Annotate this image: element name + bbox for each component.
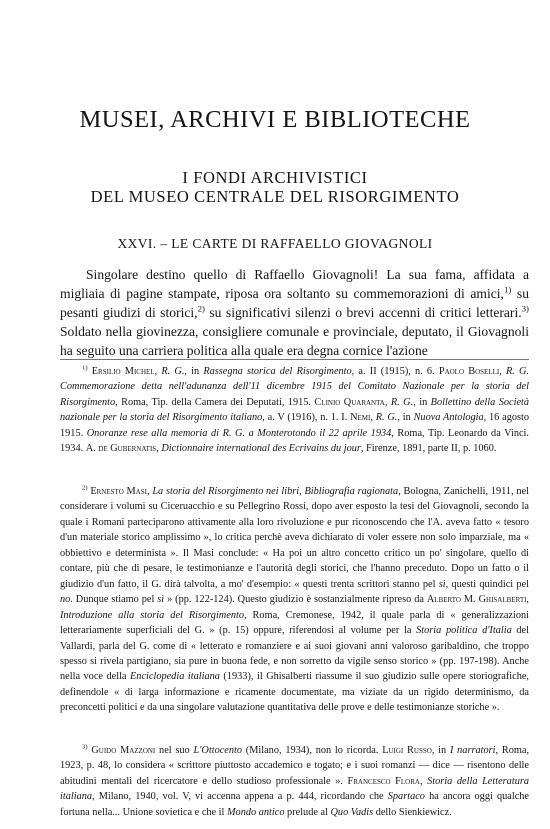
article-heading-line-2: DEL MUSEO CENTRALE DEL RISORGIMENTO xyxy=(90,187,460,206)
footnote-2-text: (1933), il Ghisalberti riassume il suo giudizio sulle opere storiografiche, definendole « di larga informazione e ricamente documentate, ma viziate da un rigido determinismo, da preconcetti politici e da una singolare valutazione quantitativa delle prove e delle testimonianze storiche ». xyxy=(60,671,530,714)
footnote-2-title: Introduzione alla storia del Risorgimento xyxy=(60,609,244,621)
footnote-2-text: , Bologna, Zanichelli, 1911, nel considerare i volumi su Ciceruacchio e su Pellegrino Rossi, dopo aver esposto la tesi del Giovagnoli, secondo la quale i Romani parteciparono attivamente alla loro rivoluzione e pur riconoscendo che l'A. aveva fatto « tesoro d'un materiale storico amplissimo », lo critica perchè aveva dichiarato di voler essere non solo imparziale, ma « obbiettivo e deterministа ». Il Masi concludе: « Ha poi un altro concetto critico un po' singolare, quello di contare, più che di pesare, le testimonianze e l'autorità degli storici, che l'hanno preceduto. Dopo un fatto o il giudizio d'un fatto, il G. dirà talvolta, a mo' d'esempio: « questi trenta scrittori stanno pel xyxy=(60,486,530,590)
footnote-1-text: , in xyxy=(184,366,204,377)
footnote-2-author-1: Ernesto Masi xyxy=(90,486,147,497)
footnote-1-title: Nuova Antologia xyxy=(413,412,484,424)
footnote-2-text: , Roma, Cremonese, 1942, il quale parla di « generalizzazioni letterariamente superficiali del G. » (p. 15) oppure, riferendosi al volume per la xyxy=(60,609,529,637)
body-text-4: Soldato nella giovinezza, consigliere comunale e provinciale, deputato, il Giovagnoli ha seguito una carriera politica alla quale era degna cornice l'azione xyxy=(60,324,529,358)
footnote-1-title: Rassegna storica del Risorgimento xyxy=(203,366,352,377)
footnote-2-title: Enciclopedia italiana xyxy=(130,671,220,683)
footnote-2-text: , questi quindici pel xyxy=(445,578,530,590)
body-text-3: su significativi silenzi o brevi accenni di critici letterari. xyxy=(204,305,522,320)
footnote-1-author-5: A. de Gubernatis xyxy=(85,443,157,455)
footnote-1-text: , Roma, Tip. della Camera dei Deputati, 1915. xyxy=(115,396,315,408)
footnote-1-text: , a. V (1916), n. 1. xyxy=(262,412,342,424)
footnote-3 xyxy=(60,743,529,820)
footnote-2-title: La storia del Risorgimento nei libri, Bibliografia ragionata xyxy=(152,486,399,497)
footnote-1-text: , 16 agosto 1915. xyxy=(60,412,530,439)
footnote-2-text: , xyxy=(146,486,153,497)
footnote-1-text: , xyxy=(156,443,162,455)
footnote-1-title: Dictionnaire international des Ecrivains du jour xyxy=(161,443,361,455)
footnote-1-title: R. G. xyxy=(390,396,414,408)
footnote-2-emphasis: sì xyxy=(438,578,446,590)
footnote-2-emphasis: sì xyxy=(157,594,165,606)
footnote-1-text: , a. II (1915), n. 6. xyxy=(351,366,439,377)
footnote-3-text: nel suo xyxy=(155,745,194,756)
footnote-1-author-3: Clinio Quaranta xyxy=(314,396,385,408)
footnote-3-title: Quo Vadis xyxy=(330,806,374,818)
footnote-3-text: (Milano, 1934), non lo ricorda. xyxy=(242,745,383,756)
footnote-2-text: del Vallardi, parla del G. come di « letterato e romanziere e ai suoi giovani anni valoroso garibaldino, che troppo spesso si rivela partigiano, sia pure in buona fede, e non sorretto da vigile senso storico » (pp. 197-198). Anche nella voce della xyxy=(60,625,529,683)
footnote-separator xyxy=(60,359,529,360)
footnote-1-title: R. G. xyxy=(375,412,398,424)
footnote-3-title: Mondo antico xyxy=(226,806,285,818)
footnote-3-text: dello Sienkiewicz. xyxy=(373,806,452,818)
body-paragraph-text xyxy=(60,265,529,360)
footnote-2-text: , xyxy=(526,594,529,606)
footnote-1-author-2: Paolo Boselli xyxy=(438,366,500,377)
footnote-1-author-1: Ersilio Michel xyxy=(91,366,155,377)
footnote-1-text: , Firenze, 1891, parte II, p. 1060. xyxy=(360,443,497,455)
footnote-3-title: Spartaco xyxy=(387,791,425,803)
footnote-3-author-1: Guido Mazzoni xyxy=(91,745,156,756)
footnote-ref-1: 1) xyxy=(503,284,512,295)
article-subheading: XXVI. – LE CARTE DI RAFFAELLO GIOVAGNOLI xyxy=(117,236,433,251)
body-text-2: su pesanti giudizi di storici, xyxy=(60,286,529,320)
footnote-1-text: , in xyxy=(397,412,414,424)
footnote-1-mark: 1) xyxy=(82,364,88,372)
footnote-2-text: . Dunque stiamo pel xyxy=(70,594,158,606)
footnote-1-text: , xyxy=(154,366,162,377)
footnote-1-title: R. G. Commemorazione detta nell'adunanza dell'11 dicembre 1915 del Comitato Nazionale per la storia del Risorgimento xyxy=(60,366,530,408)
footnote-1-title: R. G. xyxy=(161,366,185,377)
footnote-2-text: » (pp. 122-124). Questo giudizio è sostanzialmente ripreso da xyxy=(164,594,427,606)
footnote-1-title: Onoranze rese alla memoria di R. G. a Monterotondo il 22 aprile 1934 xyxy=(86,427,392,439)
footnote-3-author-3: Francesco Flora xyxy=(347,775,420,787)
footnote-3-text: ha ancora oggi qualche fortuna nella... Unione sovietica e che il xyxy=(60,791,529,818)
footnote-3-text: , xyxy=(419,775,428,787)
footnote-1-text: , Roma, Tip. Leonardo da Vinci. 1934. xyxy=(60,427,529,455)
footnote-ref-2: 2) xyxy=(197,303,205,314)
footnote-2 xyxy=(60,484,529,716)
footnote-1-text: , xyxy=(384,396,391,408)
body-paragraph xyxy=(60,265,529,360)
body-text-1: Singolare destino quello di Raffaello Giovagnoli! La sua fama, affidata a migliaia di pagine stampate, riposa ora soltanto su commemorazioni di amici, xyxy=(60,267,529,301)
footnote-1 xyxy=(60,364,529,457)
footnote-3-text: , Milano, 1940, vol. V, vi accenna appena a p. 444, ricordando che xyxy=(92,791,388,803)
footnote-1-text: , in xyxy=(413,396,431,408)
footnote-2-author-2: Alberto M. Ghisalberti xyxy=(426,594,527,606)
footnote-1-text: , xyxy=(370,412,376,424)
article-heading-line-1: I FONDI ARCHIVISTICI xyxy=(182,168,368,187)
footnote-2-title: Storia politica d'Italia xyxy=(416,625,512,637)
footnote-3-text: , in xyxy=(431,745,450,756)
footnote-2-mark: 2) xyxy=(82,484,88,492)
footnote-1-text: , xyxy=(499,366,506,377)
footnote-3-title: L'Ottocento xyxy=(193,745,243,756)
footnote-3-title: Storia della Letteratura italiana xyxy=(60,775,529,803)
footnote-1-author-4: I. Nemi xyxy=(341,412,371,424)
footnote-3-text: , Roma, 1923, p. 48, lo considera « scrittore piuttosto accademico e togato; e i suoi romanzi — dice — risentono delle abitudini mentali del ricercatore e dello studioso professionale ». xyxy=(60,745,530,787)
footnote-2-emphasis: no xyxy=(60,594,71,606)
footnote-3-author-2: Luigi Russo xyxy=(382,745,432,756)
footnote-3-mark: 3) xyxy=(82,743,88,751)
footnote-1-title: Bollettino della Società nazionale per la storia del Risorgimento italiano xyxy=(60,396,530,424)
section-title: MUSEI, ARCHIVI E BIBLIOTECHE xyxy=(79,106,471,133)
footnote-3-title: I narratori xyxy=(449,745,496,756)
footnote-3-text: prelude al xyxy=(284,806,331,818)
footnote-ref-3: 3) xyxy=(521,303,529,314)
